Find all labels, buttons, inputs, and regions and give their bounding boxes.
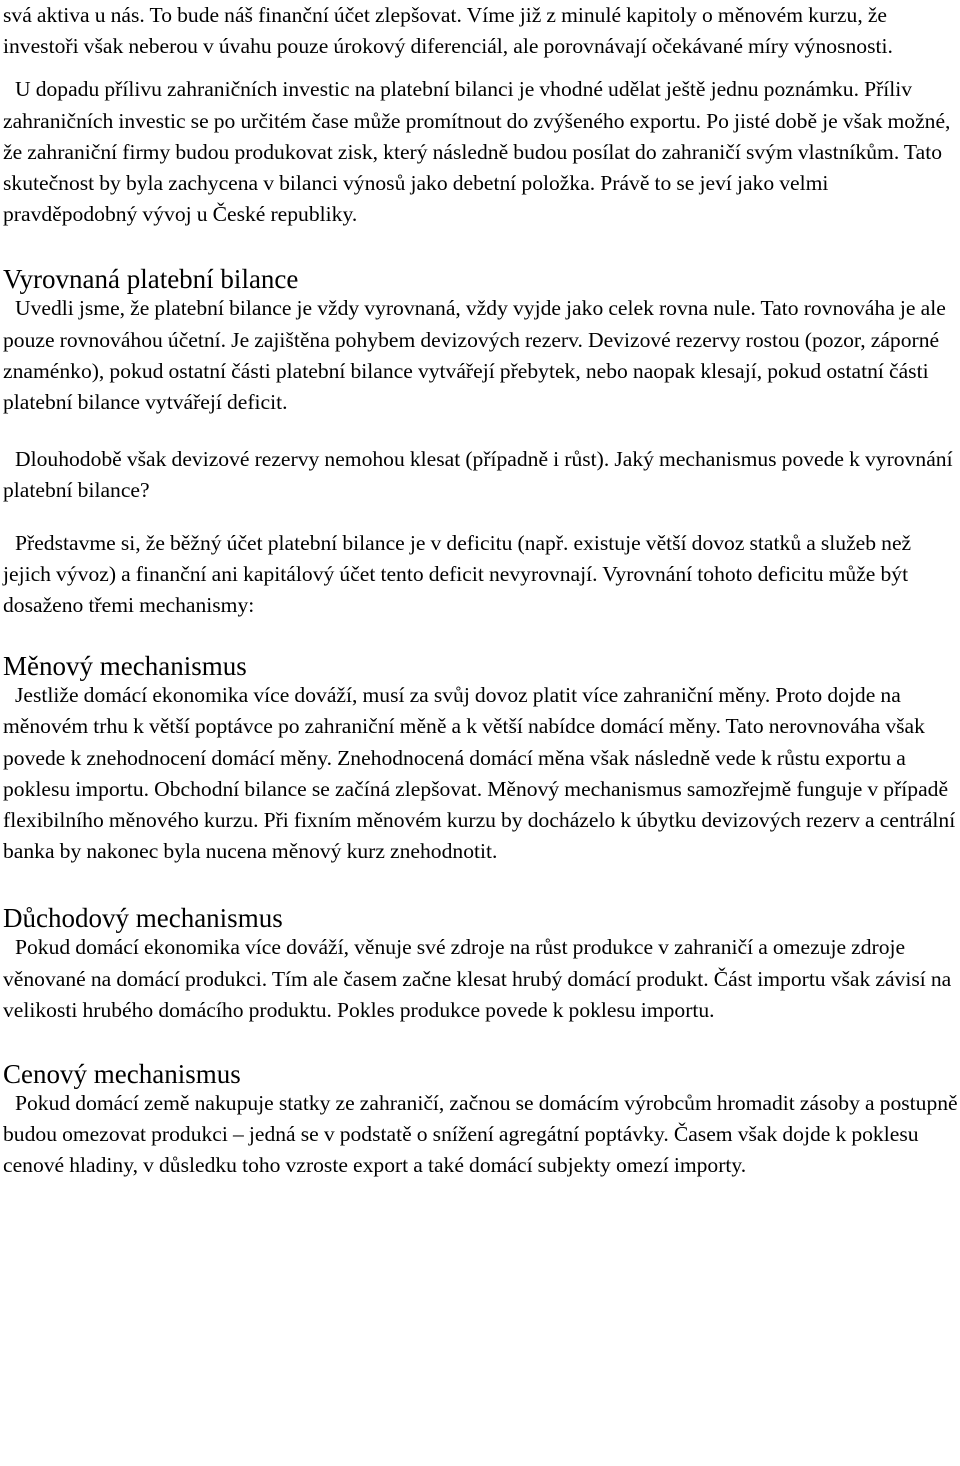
- vyrovnana-paragraph-2: Dlouhodobě však devizové rezervy nemohou klesat (případně i růst). Jaký mechanismus povede k vyrovnání platební bilance?: [3, 447, 953, 503]
- section-heading-menovy-mechanismus: Měnový mechanismus: [3, 651, 247, 682]
- section-heading-cenovy-mechanismus: Cenový mechanismus: [3, 1059, 241, 1090]
- intro-paragraph: svá aktiva u nás. To bude náš finanční účet zlepšovat. Víme již z minulé kapitoly o měnovém kurzu, že investoři však neberou v úvahu pouze úrokový diferenciál, ale porovnávají očekávané míry výnosnosti.: [3, 3, 893, 59]
- menovy-paragraph: Jestliže domácí ekonomika více dováží, musí za svůj dovoz platit více zahraniční měny. Proto dojde na měnovém trhu k větší poptávce po zahraniční měně a k větší nabídce domácí měny. Tato nerovnováha však povede k znehodnocení domácí měny. Znehodnocená domácí měna však následně vede k růstu exportu a poklesu importu. Obchodní bilance se začíná zlepšovat. Měnový mechanismus samozřejmě funguje v případě flexibilního měnového kurzu. Při fixním měnovém kurzu by docházelo k úbytku devizových rezerv a centrální banka by nakonec byla nucena měnový kurz znehodnotit.: [3, 683, 956, 864]
- inflow-paragraph: U dopadu přílivu zahraničních investic na platební bilanci je vhodné udělat ještě jednu poznámku. Příliv zahraničních investic se po určitém čase může promítnout do zvýšeného exportu. Po jisté době je však možné, že zahraniční firmy budou produkovat zisk, který následně budou posílat do zahraničí svým vlastníkům. Tato skutečnost by byla zachycena v bilanci výnosů jako debetní položka. Právě to se jeví jako velmi pravděpodobný vývoj u České republiky.: [3, 77, 951, 227]
- cenovy-paragraph: Pokud domácí země nakupuje statky ze zahraničí, začnou se domácím výrobcům hromadit zásoby a postupně budou omezovat produkci – jedná se v podstatě o snížení agregátní poptávky. Časem však dojde k poklesu cenové hladiny, v důsledku toho vzroste export a také domácí subjekty omezí importy.: [3, 1091, 958, 1178]
- document-page: [3, 0, 958, 1182]
- vyrovnana-paragraph-1: Uvedli jsme, že platební bilance je vždy vyrovnaná, vždy vyjde jako celek rovna nule. Tato rovnováha je ale pouze rovnováhou účetní. Je zajištěna pohybem devizových rezerv. Devizové rezervy rostou (pozor, záporné znaménko), pokud ostatní části platební bilance vytvářejí přebytek, nebo naopak klesají, pokud ostatní části platební bilance vytvářejí deficit.: [3, 296, 946, 415]
- vyrovnana-paragraph-3: Představme si, že běžný účet platební bilance je v deficitu (např. existuje větší dovoz statků a služeb než jejich vývoz) a finanční ani kapitálový účet tento deficit nevyrovnají. Vyrovnání tohoto deficitu může být dosaženo třemi mechanismy:: [3, 530, 912, 618]
- section-heading-duchodovy-mechanismus: Důchodový mechanismus: [3, 903, 283, 934]
- section-heading-vyrovnana-bilance: Vyrovnaná platební bilance: [3, 264, 299, 295]
- duchodovy-paragraph: Pokud domácí ekonomika více dováží, věnuje své zdroje na růst produkce v zahraničí a omezuje zdroje věnované na domácí produkci. Tím ale časem začne klesat hrubý domácí produkt. Část importu však závisí na velikosti hrubého domácího produktu. Pokles produkce povede k poklesu importu.: [3, 935, 952, 1022]
